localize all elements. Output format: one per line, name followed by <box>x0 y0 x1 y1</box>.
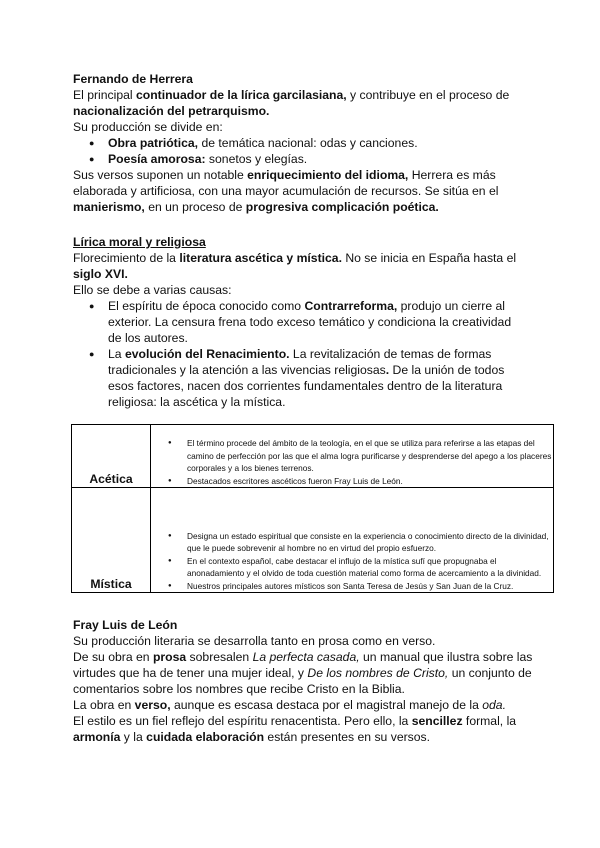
herrera-heading: Fernando de Herrera <box>73 72 193 86</box>
list-item: ● Poesía amorosa: sonetos y elegías. <box>73 151 533 167</box>
table-term-cell: Mística <box>72 488 151 593</box>
table-desc-cell <box>151 425 554 488</box>
table-desc-cell <box>151 488 554 593</box>
herrera-style: Sus versos suponen un notable enriquecimiento del idioma, Herrera es más elaborada y artificiosa, con una mayor acumulación de recursos. Se sitúa en el manierismo, en un proceso de progresiva complicación poética. <box>73 168 499 214</box>
fray-estilo: El estilo es un fiel reflejo del espíritu renacentista. Pero ello, la sencillez formal, la armonía y la cuidada elaboración están presentes en su versos. <box>73 714 517 744</box>
fray-heading: Fray Luis de León <box>73 618 178 632</box>
list-item: ● El espíritu de época conocido como Contrarreforma, produjo un cierre al exterior. La censura frena todo exceso temático y condiciona la creatividad de los autores. <box>73 298 528 346</box>
ascetica-mistica-table <box>71 424 554 593</box>
lirica-intro: Florecimiento de la literatura ascética y mística. No se inicia en España hasta el siglo XVI. <box>73 251 517 281</box>
fray-p1: Su producción literaria se desarrolla tanto en prosa como en verso. <box>73 634 436 648</box>
lirica-causes-intro: Ello se debe a varias causas: <box>73 283 232 297</box>
herrera-works-list <box>73 135 533 167</box>
fray-prosa: De su obra en prosa sobresalen La perfecta casada, un manual que ilustra sobre las virtudes que ha de tener una mujer ideal, y De los nombres de Cristo, un conjunto de comentarios sobre los nombres que recibe Cristo en la Biblia. <box>73 650 533 696</box>
lirica-heading: Lírica moral y religiosa <box>73 235 206 249</box>
herrera-division: Su producción se divide en: <box>73 120 223 134</box>
herrera-intro: El principal continuador de la lírica garcilasiana, y contribuye en el proceso de nacionalización del petrarquismo. <box>73 88 510 118</box>
list-item: ● La evolución del Renacimiento. La revitalización de temas de formas tradicionales y la atención a las vivencias religiosas. De la unión de todos esos factores, nacen dos corrientes fundamentales dentro de la literatura religiosa: la ascética y la mística. <box>73 346 528 410</box>
list-item: ● Obra patriótica, de temática nacional: odas y canciones. <box>73 135 533 151</box>
lirica-causes-list <box>73 298 528 410</box>
table-row <box>72 488 554 593</box>
list-item: ● Nuestros principales autores místicos son Santa Teresa de Jesús y San Juan de la Cruz. <box>151 580 553 593</box>
lirica-section <box>73 234 533 410</box>
list-item: ● En el contexto español, cabe destacar el influjo de la mística sufí que propugnaba el anonadamiento y el olvido de toda cuestión material como forma de acercamiento a la divinidad. <box>151 555 553 580</box>
herrera-section <box>73 71 533 215</box>
list-item: ● Destacados escritores ascéticos fueron Fray Luis de León. <box>151 475 553 488</box>
list-item: ● Designa un estado espiritual que consiste en la experiencia o conocimiento directo de la divinidad, que le puede sobrevenir al hombre no en virtud del propio esfuerzo. <box>151 530 553 555</box>
fray-luis-section <box>73 617 533 745</box>
table-row <box>72 425 554 488</box>
list-item: ● El término procede del ámbito de la teología, en el que se utiliza para referirse a las etapas del camino de perfección por las que el alma logra purificarse y desprenderse del apego a los placeres corporales y a los bienes terrenos. <box>151 437 553 475</box>
table-term-cell: Acética <box>72 425 151 488</box>
fray-verso: La obra en verso, aunque es escasa destaca por el magistral manejo de la oda. <box>73 698 506 712</box>
